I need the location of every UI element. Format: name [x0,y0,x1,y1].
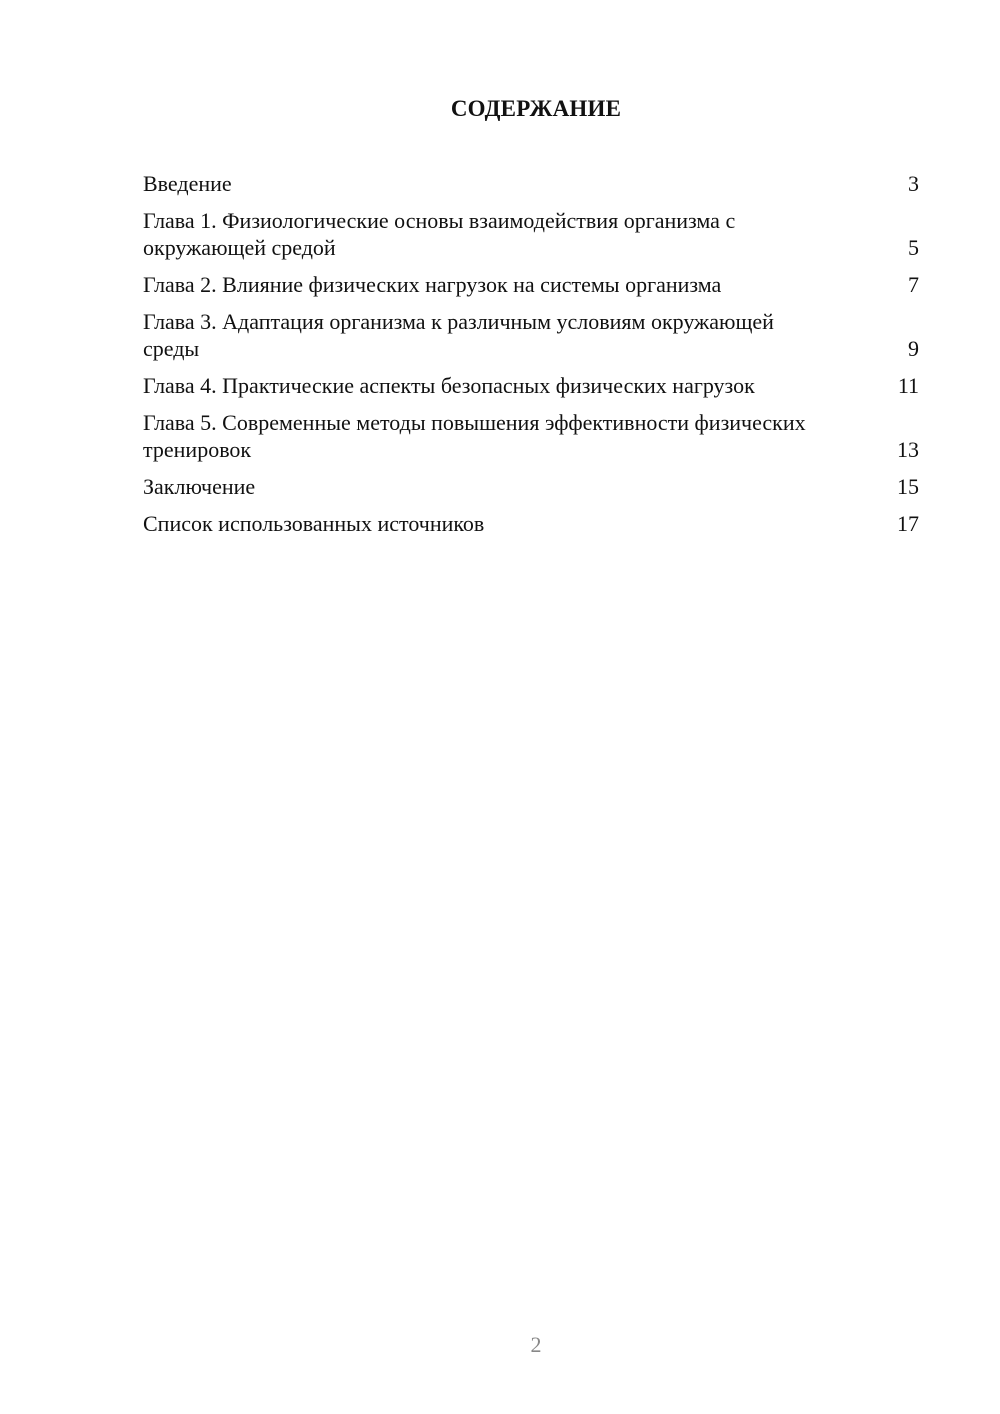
toc-entry-label: Глава 1. Физиологические основы взаимодействия организма с окружающей средой [143,208,736,260]
toc-entry-references [143,510,919,537]
toc-entry-page: 13 [897,437,919,462]
toc-entry-chapter-5 [143,409,919,463]
toc-entry-chapter-2 [143,271,919,298]
toc-entry-chapter-1 [143,207,919,261]
page-number: 2 [530,1332,542,1357]
toc-entry-label: Список использованных источников [143,511,485,536]
toc-entry-page: 9 [908,336,919,361]
toc-entry-chapter-3 [143,308,919,362]
toc-entry-label: Глава 4. Практические аспекты безопасных физических нагрузок [143,373,755,398]
toc-entry-page: 15 [897,474,919,499]
toc-entry-label: Введение [143,171,232,196]
toc-entry-page: 17 [897,511,919,536]
toc-entry-page: 5 [908,235,919,260]
toc-entry-label: Глава 3. Адаптация организма к различным условиям окружающей среды [143,309,774,361]
toc-entry-page: 7 [908,272,919,297]
toc-entry-label: Глава 2. Влияние физических нагрузок на системы организма [143,272,722,297]
table-of-contents [143,170,919,547]
toc-entry-conclusion [143,473,919,500]
toc-entry-label: Глава 5. Современные методы повышения эффективности физических тренировок [143,410,806,462]
toc-entry-page: 3 [908,171,919,196]
toc-entry-chapter-4 [143,372,919,399]
toc-entry-introduction [143,170,919,197]
toc-title: СОДЕРЖАНИЕ [450,96,622,121]
toc-entry-page: 11 [897,373,919,398]
toc-entry-label: Заключение [143,474,256,499]
